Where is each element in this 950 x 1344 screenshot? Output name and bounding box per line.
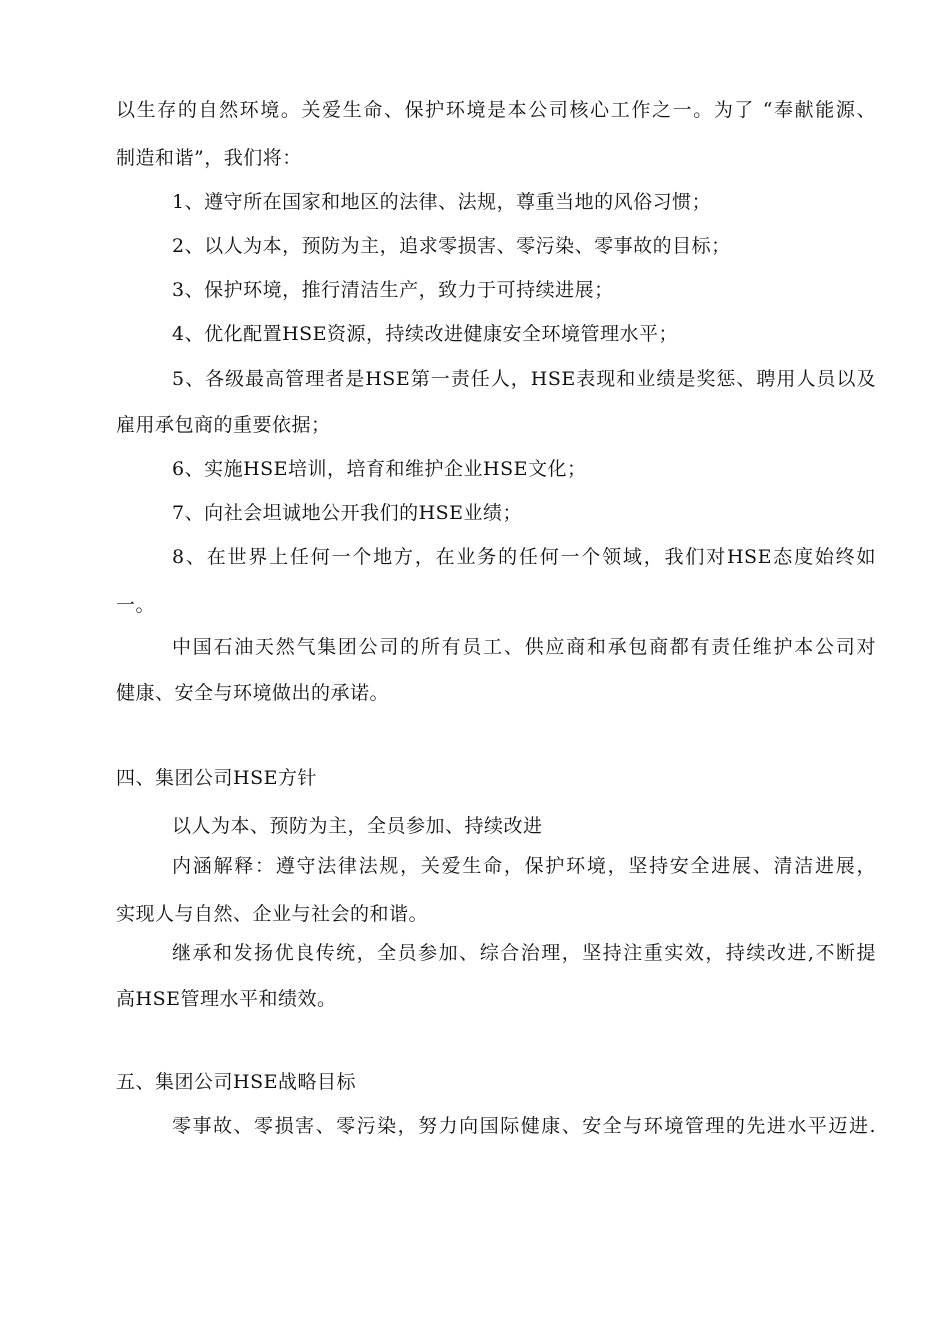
section-heading: 五、集团公司HSE战略目标 <box>116 1071 356 1093</box>
section-heading: 四、集团公司HSE方针 <box>116 767 317 789</box>
paragraph-line: 以生存的自然环境。关爱生命、保护环境是本公司核心工作之一。为了 “奉献能源、 <box>116 99 876 121</box>
list-item: 7、向社会坦诚地公开我们的HSE业绩； <box>172 502 523 524</box>
paragraph-line: 内涵解释：遵守法律法规，关爱生命，保护环境，坚持安全进展、清洁进展， <box>172 855 876 877</box>
paragraph-line: 实现人与自然、企业与社会的和谐。 <box>116 903 429 925</box>
list-item: 8、在世界上任何一个地方，在业务的任何一个领域，我们对HSE态度始终如 <box>172 546 876 568</box>
paragraph-line: 继承和发扬优良传统，全员参加、综合治理，坚持注重实效，持续改进,不断提 <box>172 942 876 964</box>
list-item: 2、以人为本，预防为主，追求零损害、零污染、零事故的目标； <box>172 235 731 257</box>
paragraph-line: 雇用承包商的重要依据； <box>116 414 331 436</box>
list-item: 3、保护环境，推行清洁生产，致力于可持续进展； <box>172 279 614 301</box>
paragraph-line: 制造和谐”，我们将： <box>116 147 302 169</box>
list-item: 6、实施HSE培训，培育和维护企业HSE文化； <box>172 458 587 480</box>
list-item: 4、优化配置HSE资源，持续改进健康安全环境管理水平； <box>172 323 679 345</box>
paragraph-line: 一。 <box>116 594 156 616</box>
paragraph-line: 零事故、零损害、零污染，努力向国际健康、安全与环境管理的先进水平迈进. <box>172 1115 876 1137</box>
list-item: 1、遵守所在国家和地区的法律、法规，尊重当地的风俗习惯； <box>172 191 712 213</box>
list-item: 5、各级最高管理者是HSE第一责任人，HSE表现和业绩是奖惩、聘用人员以及 <box>172 368 876 390</box>
paragraph-line: 健康、安全与环境做出的承诺。 <box>116 682 390 704</box>
paragraph-line: 中国石油天然气集团公司的所有员工、供应商和承包商都有责任维护本公司对 <box>172 636 876 658</box>
paragraph-line: 以人为本、预防为主，全员参加、持续改进 <box>172 815 543 837</box>
paragraph-line: 高HSE管理水平和绩效。 <box>116 988 337 1010</box>
